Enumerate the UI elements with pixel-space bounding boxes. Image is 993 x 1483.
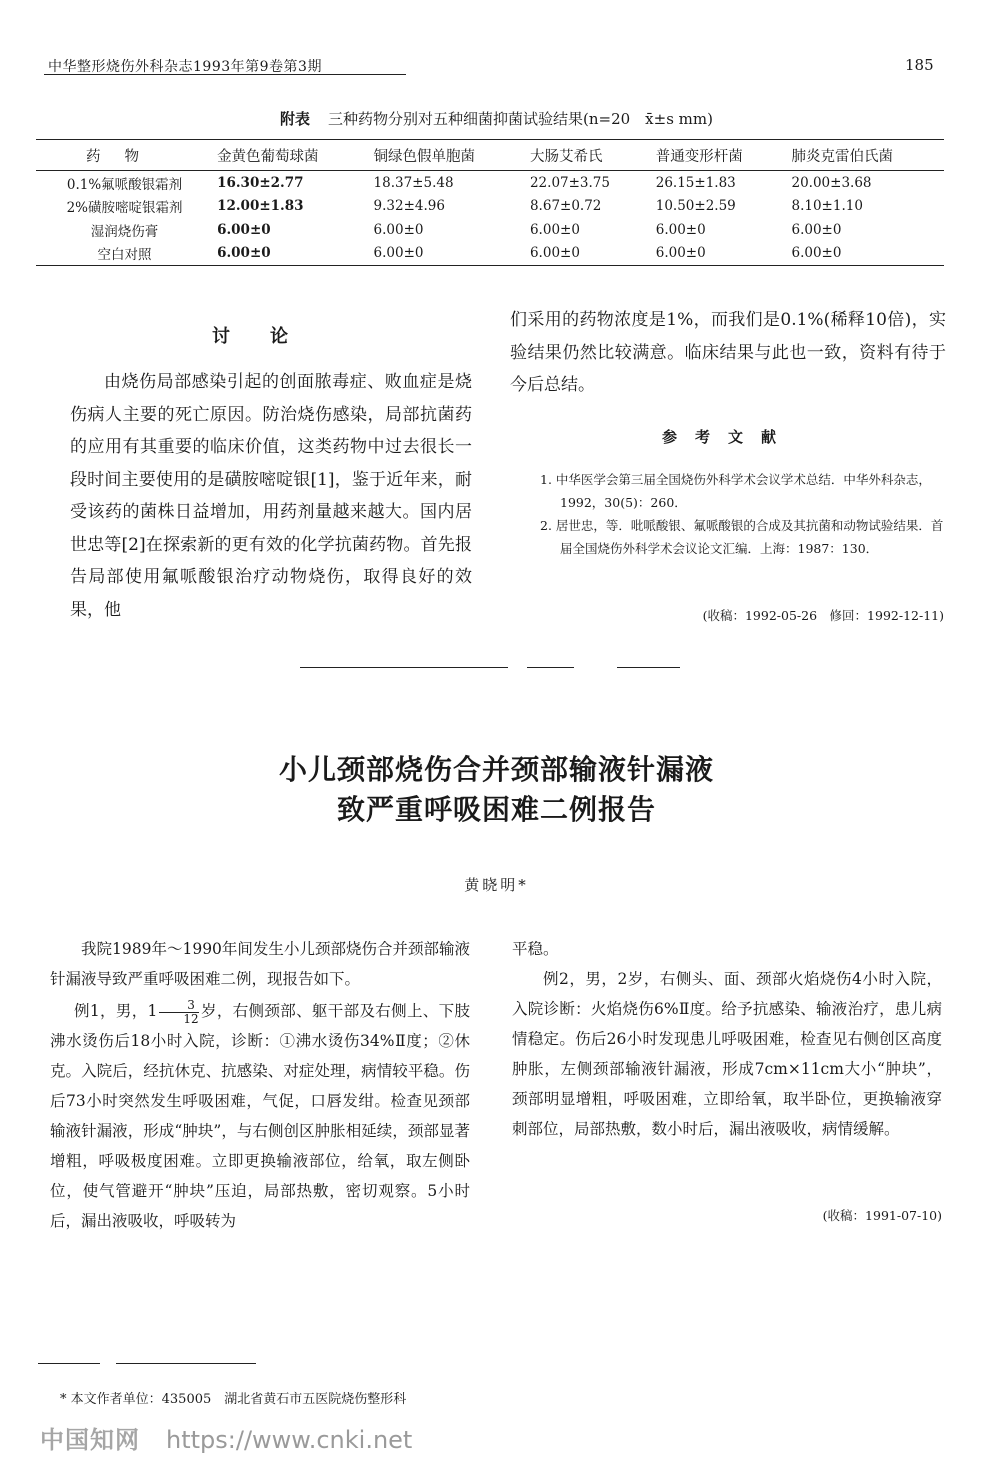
- table-cell: 8.10±1.10: [791, 198, 863, 215]
- table-header-cell: 药物: [86, 148, 164, 165]
- table-header-cell: 肺炎克雷伯氏菌: [791, 148, 893, 165]
- table-row: [36, 218, 944, 242]
- article-title-line1: 小儿颈部烧伤合并颈部输液针漏液: [278, 753, 714, 786]
- table-cell: 6.00±0: [655, 221, 706, 238]
- header-rule: [44, 74, 406, 75]
- section-divider: [527, 667, 574, 668]
- table-cell: 空白对照: [97, 247, 152, 264]
- table-cell: 18.37±5.48: [373, 174, 454, 191]
- discussion-title: 讨论: [212, 326, 328, 347]
- table-cell: 10.50±2.59: [655, 198, 736, 215]
- table-label: 附表: [280, 110, 311, 128]
- results-table: [36, 139, 944, 266]
- received-date: (收稿：1992-05-26 修回：1992-12-11): [702, 608, 944, 623]
- table-cell: 22.07±3.75: [529, 174, 610, 191]
- case2-paragraph: 例2，男，2岁，右侧头、面、颈部火焰烧伤4小时入院，入院诊断：火焰烧伤6%Ⅱ度。给予抗感染、输液治疗，患儿病情稳定。伤后26小时发现患儿呼吸困难，检查见右侧创区高度肿胀，左侧颈部输液针漏液，形成7cm×11cm大小“肿块”，颈部明显增粗，呼吸困难，立即给氧，取半卧位，更换输液穿刺部位，局部热敷，数小时后，漏出液吸收，病情缓解。: [512, 970, 942, 1138]
- reference-item: 2. 居世忠，等．吡哌酸银、氟哌酸银的合成及其抗菌和动物试验结果．首届全国烧伤外科学术会议论文汇编．上海：1987：130．: [540, 518, 944, 556]
- table-cell: 6.00±0: [373, 245, 424, 262]
- section-divider: [300, 667, 508, 668]
- cnki-watermark: [40, 1420, 412, 1455]
- table-cell: 26.15±1.83: [655, 174, 736, 191]
- discussion-continued: 们采用的药物浓度是1%，而我们是0.1%(稀释10倍)，实验结果仍然比较满意。临床结果与此也一致，资料有待于今后总结。: [510, 310, 946, 395]
- page-number: 185: [905, 56, 934, 74]
- table-row: [36, 195, 944, 219]
- fraction-denominator: 12: [183, 1011, 199, 1026]
- section-divider: [617, 667, 680, 668]
- age-fraction: [159, 999, 198, 1026]
- footnote-rule: [116, 1363, 256, 1364]
- cnki-logo: 中国知网: [40, 1426, 140, 1454]
- table-cell: 6.00±0: [791, 221, 842, 238]
- table-cell: 20.00±3.68: [791, 174, 872, 191]
- article-title-line2: 致严重呼吸困难二例报告: [336, 793, 656, 826]
- table-row: [36, 242, 944, 266]
- table-cell: 12.00±1.83: [217, 198, 304, 215]
- fraction-numerator: 3: [159, 999, 198, 1013]
- author: 黄晓明*: [464, 876, 529, 894]
- reference-item: 1. 中华医学会第三届全国烧伤外科学术会议学术总结．中华外科杂志，1992，30(5)：260．: [540, 472, 931, 510]
- table-cell: 6.00±0: [655, 245, 706, 262]
- case1-end: 平稳。: [512, 940, 559, 958]
- table-header-row: [36, 140, 944, 171]
- table-cell: 6.00±0: [529, 245, 580, 262]
- references-title: 参考文献: [661, 428, 794, 446]
- table-cell: 6.00±0: [791, 245, 842, 262]
- table-cell: 16.30±2.77: [217, 174, 304, 191]
- table-cell: 2%磺胺嘧啶银霜剂: [66, 200, 183, 217]
- table-caption: [0, 108, 993, 129]
- table-cell: 6.00±0: [217, 221, 271, 238]
- footnote-rule: [38, 1363, 100, 1364]
- case1-prefix: 例1，男，1: [74, 1002, 158, 1020]
- table-cell: 6.00±0: [373, 221, 424, 238]
- table-header-cell: 铜绿色假单胞菌: [373, 148, 476, 165]
- table-cell: 0.1%氟哌酸银霜剂: [66, 176, 183, 193]
- references-list: [540, 468, 945, 560]
- table-cell: 6.00±0: [529, 221, 580, 238]
- case1-paragraph: [50, 996, 470, 1236]
- table-cell: 9.32±4.96: [373, 198, 445, 215]
- case1-text: 岁，右侧颈部、躯干部及右侧上、下肢沸水烫伤后18小时入院，诊断：①沸水烫伤34%Ⅱ度；②休克。入院后，经抗休克、抗感染、对症处理，病情较平稳。伤后73小时突然发生呼吸困难，气促，口唇发绀。检查见颈部输液针漏液，形成“肿块”，与右侧创区肿胀相延续，颈部显著增粗，呼吸极度困难。立即更换输液部位，给氧，取左侧卧位，使气管避开“肿块”压迫，局部热敷，密切观察。5小时后，漏出液吸收，呼吸转为: [50, 1002, 470, 1230]
- table-header-cell: 金黄色葡萄球菌: [217, 148, 319, 165]
- intro-paragraph: 我院1989年～1990年间发生小儿颈部烧伤合并颈部输液针漏液导致严重呼吸困难二例，现报告如下。: [50, 940, 470, 988]
- running-header: 中华整形烧伤外科杂志1993年第9卷第3期: [48, 59, 322, 75]
- cnki-url: https://www.cnki.net: [166, 1426, 413, 1454]
- footnote: * 本文作者单位：435005 湖北省黄石市五医院烧伤整形科: [60, 1392, 407, 1407]
- table-cell: 湿润烧伤膏: [90, 223, 159, 240]
- table-header-cell: 普通变形杆菌: [655, 148, 743, 165]
- table-row: [36, 171, 944, 195]
- discussion-paragraph: 由烧伤局部感染引起的创面脓毒症、败血症是烧伤病人主要的死亡原因。防治烧伤感染，局部抗菌药的应用有其重要的临床价值，这类药物中过去很长一段时间主要使用的是磺胺嘧啶银[1]，鉴于近年来，耐受该药的菌株日益增加，用药剂量越来越大。国内居世忠等[2]在探索新的更有效的化学抗菌药物。首先报告局部使用氟哌酸银治疗动物烧伤，取得良好的效果，他: [70, 372, 472, 620]
- table-cell: 6.00±0: [217, 245, 271, 262]
- table-caption-text: 三种药物分别对五种细菌抑菌试验结果(n=20 x̄±s mm): [328, 110, 713, 128]
- table-header-cell: 大肠艾希氏: [529, 148, 603, 165]
- article2-received-date: (收稿：1991-07-10): [822, 1208, 942, 1223]
- table-cell: 8.67±0.72: [529, 198, 602, 215]
